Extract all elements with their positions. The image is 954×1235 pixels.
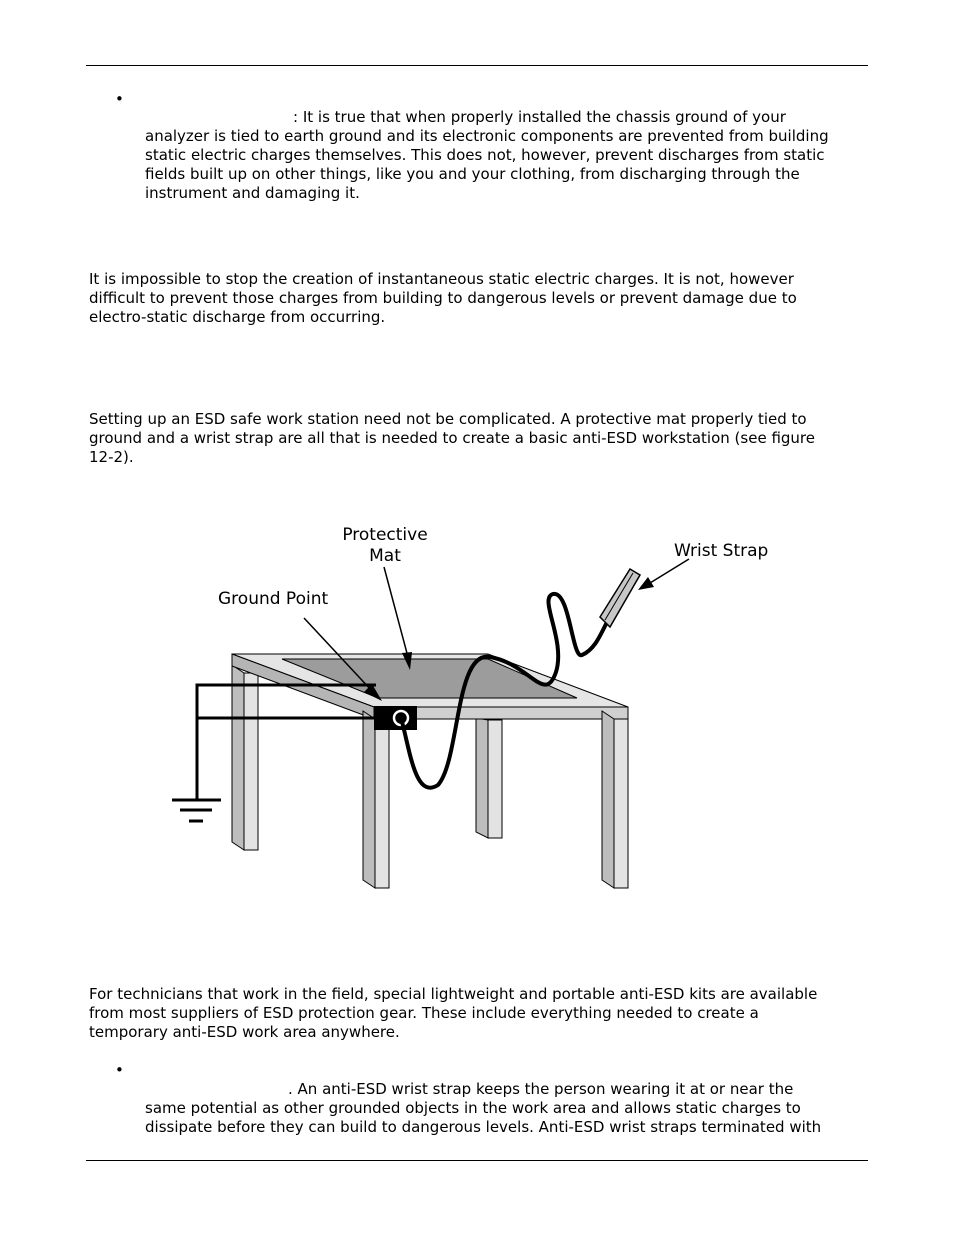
table-leg: [375, 719, 389, 888]
table-leg: [476, 718, 488, 838]
text-line: . An anti-ESD wrist strap keeps the person wearing it at or near the: [288, 1080, 794, 1098]
pointer-mat: [384, 567, 408, 657]
label-protective-mat: [330, 525, 440, 567]
text-line: 12-2).: [89, 448, 134, 466]
table-leg: [232, 665, 244, 850]
table-leg: [488, 720, 502, 838]
ground-point-block: [374, 706, 417, 730]
table-leg: [614, 719, 628, 888]
text-line: fields built up on other things, like you and your clothing, from discharging through the: [145, 165, 800, 183]
text-line: same potential as other grounded objects in the work area and allows static charges to: [145, 1099, 801, 1117]
bullet2-paragraph: [145, 1080, 821, 1137]
paragraph-field-kits: [89, 985, 817, 1042]
text-line: static electric charges themselves. This does not, however, prevent discharges from static: [145, 146, 825, 164]
text-line: Setting up an ESD safe work station need not be complicated. A protective mat properly tied to: [89, 410, 807, 428]
text-line: analyzer is tied to earth ground and its electronic components are prevented from building: [145, 127, 829, 145]
text-line: ground and a wrist strap are all that is needed to create a basic anti-ESD workstation (see figure: [89, 429, 815, 447]
wrist-strap-detail: [605, 573, 633, 620]
text-line: For technicians that work in the field, special lightweight and portable anti-ESD kits are available: [89, 985, 818, 1003]
text-line: electro-static discharge from occurring.: [89, 308, 386, 326]
label-ground-point: Ground Point: [218, 589, 329, 609]
table-leg: [244, 673, 258, 850]
label-line: Mat: [369, 546, 401, 566]
arrow-head: [638, 577, 654, 590]
table-leg: [602, 711, 614, 888]
label-wrist-strap: Wrist Strap: [674, 541, 769, 561]
text-line: : It is true that when properly installed the chassis ground of your: [293, 108, 786, 126]
bullet-marker: •: [115, 90, 124, 108]
text-line: dissipate before they can build to dangerous levels. Anti-ESD wrist straps terminated with: [145, 1118, 822, 1136]
text-line: temporary anti-ESD work area anywhere.: [89, 1023, 400, 1041]
text-line: difficult to prevent those charges from building to dangerous levels or prevent damage due to: [89, 289, 797, 307]
text-line: from most suppliers of ESD protection gear. These include everything needed to create a: [89, 1004, 759, 1022]
label-line: Protective: [342, 525, 428, 545]
table-leg: [363, 711, 375, 888]
bullet-marker: •: [115, 1061, 124, 1079]
text-line: instrument and damaging it.: [145, 184, 360, 202]
pointer-wrist: [650, 559, 689, 583]
text-line: It is impossible to stop the creation of instantaneous static electric charges. It is not, however: [89, 270, 794, 288]
